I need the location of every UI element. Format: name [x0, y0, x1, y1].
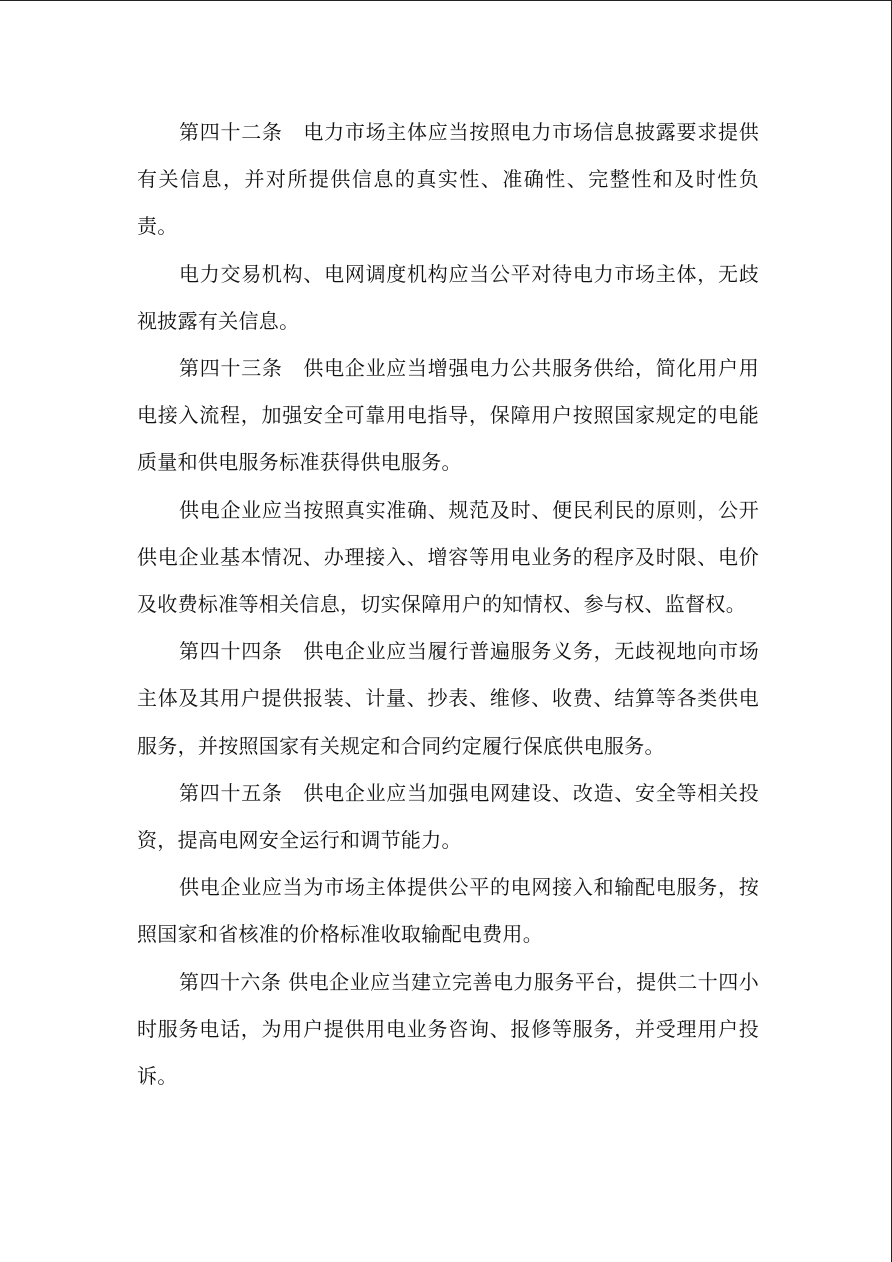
paragraph-article-44: 第四十四条 供电企业应当履行普遍服务义务，无歧视地向市场主体及其用户提供报装、计量、抄表、维修、收费、结算等各类供电服务，并按照国家有关规定和合同约定履行保底供电服务。: [137, 639, 759, 758]
paragraph-public-information: 供电企业应当按照真实准确、规范及时、便民利民的原则，公开供电企业基本情况、办理接入、增容等用电业务的程序及时限、电价及收费标准等相关信息，切实保障用户的知情权、参与权、监督权。: [137, 497, 759, 617]
paragraph-disclosure-fairness: 电力交易机构、电网调度机构应当公平对待电力市场主体，无歧视披露有关信息。: [137, 261, 759, 333]
paragraph-article-45: 第四十五条 供电企业应当加强电网建设、改造、安全等相关投资，提高电网安全运行和调节能力。: [137, 780, 759, 853]
paragraph-grid-access: 供电企业应当为市场主体提供公平的电网接入和输配电服务，按照国家和省核准的价格标准收取输配电费用。: [137, 875, 759, 947]
paragraph-article-46: 第四十六条 供电企业应当建立完善电力服务平台，提供二十四小时服务电话，为用户提供用电业务咨询、报修等服务，并受理用户投诉。: [137, 969, 759, 1089]
paragraph-article-42: 第四十二条 电力市场主体应当按照电力市场信息披露要求提供有关信息，并对所提供信息的真实性、准确性、完整性和及时性负责。: [137, 120, 759, 239]
document-body: [137, 109, 759, 1100]
paragraph-article-43: 第四十三条 供电企业应当增强电力公共服务供给，简化用户用电接入流程，加强安全可靠用电指导，保障用户按照国家规定的电能质量和供电服务标准获得供电服务。: [137, 356, 759, 475]
page-top-border: [0, 0, 892, 1]
